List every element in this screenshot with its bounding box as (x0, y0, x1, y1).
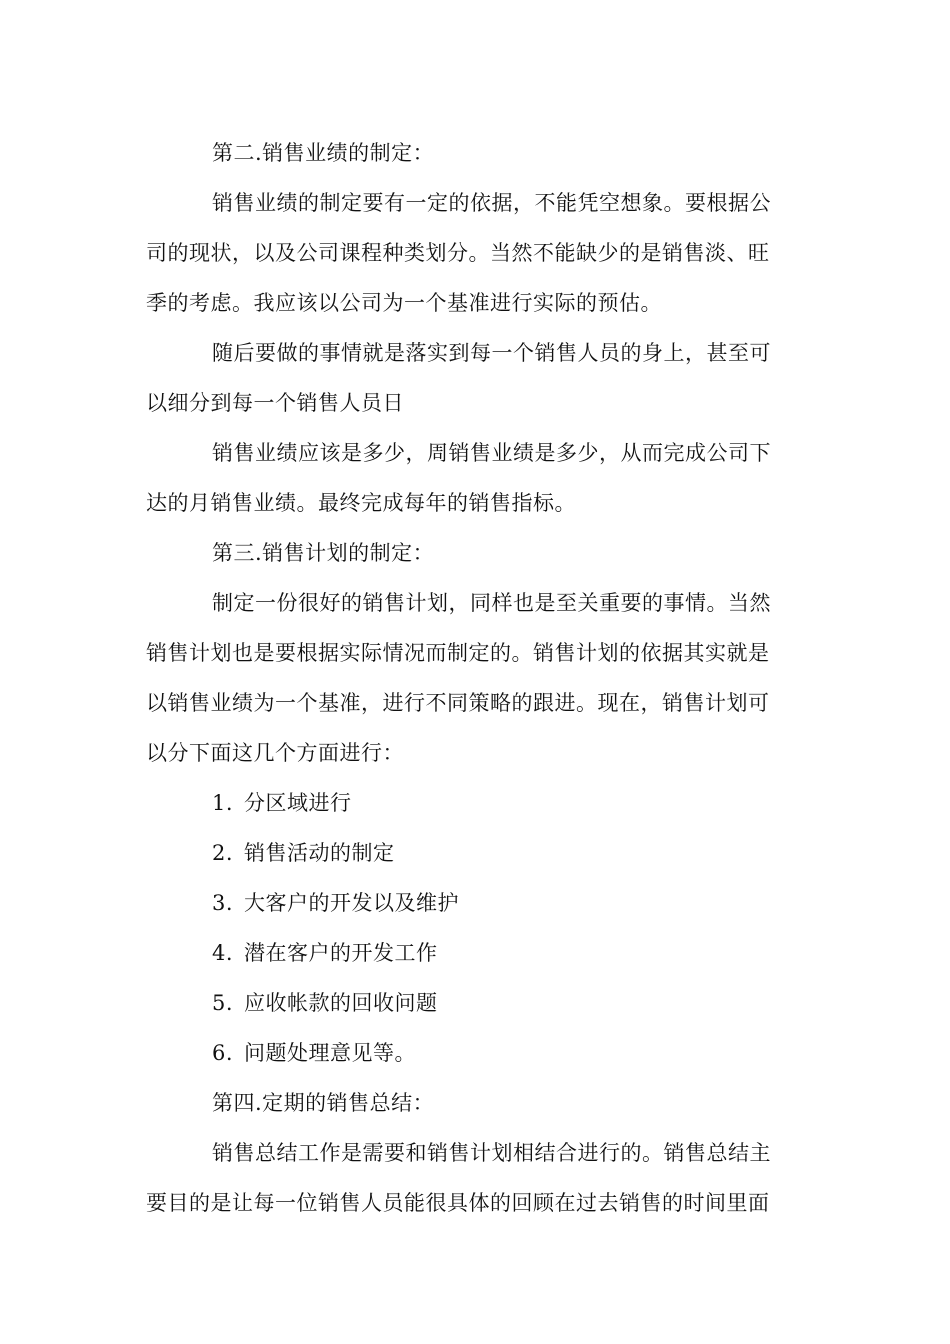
paragraph-line: 随后要做的事情就是落实到每一个销售人员的身上，甚至可 (212, 341, 771, 365)
list-text: 应收帐款的回收问题 (244, 991, 438, 1015)
paragraph-line: 达的月销售业绩。最终完成每年的销售指标。 (146, 491, 576, 515)
paragraph-line: 司的现状，以及公司课程种类划分。当然不能缺少的是销售淡、旺 (146, 241, 770, 265)
list-number: 4. (212, 941, 234, 965)
list-number: 1. (212, 791, 234, 815)
list-text: 问题处理意见等。 (244, 1041, 416, 1065)
list-item (146, 778, 806, 828)
list-number: 2. (212, 841, 234, 865)
list-text: 潜在客户的开发工作 (244, 941, 438, 965)
section-heading-3: 第三.销售计划的制定： (212, 541, 435, 565)
list-text: 大客户的开发以及维护 (244, 891, 459, 915)
paragraph-line: 以销售业绩为一个基准，进行不同策略的跟进。现在，销售计划可 (146, 691, 770, 715)
list-number: 5. (212, 991, 234, 1015)
paragraph-line: 销售总结工作是需要和销售计划相结合进行的。销售总结主 (212, 1141, 771, 1165)
paragraph-line: 制定一份很好的销售计划，同样也是至关重要的事情。当然 (212, 591, 771, 615)
paragraph-line: 销售业绩应该是多少，周销售业绩是多少，从而完成公司下 (212, 441, 771, 465)
section-heading-2: 第二.销售业绩的制定： (212, 141, 435, 165)
list-text: 销售活动的制定 (244, 841, 395, 865)
paragraph-line: 以分下面这几个方面进行： (146, 741, 404, 765)
paragraph-line: 销售计划也是要根据实际情况而制定的。销售计划的依据其实就是 (146, 641, 770, 665)
document-body (146, 128, 806, 1228)
paragraph-line: 要目的是让每一位销售人员能很具体的回顾在过去销售的时间里面 (146, 1191, 770, 1215)
list-item (146, 828, 806, 878)
list-text: 分区域进行 (244, 791, 352, 815)
list-number: 3. (212, 891, 234, 915)
section-heading-4: 第四.定期的销售总结： (212, 1091, 435, 1115)
paragraph-line: 季的考虑。我应该以公司为一个基准进行实际的预估。 (146, 291, 662, 315)
paragraph-line: 销售业绩的制定要有一定的依据，不能凭空想象。要根据公 (212, 191, 771, 215)
list-item (146, 878, 806, 928)
list-item (146, 928, 806, 978)
list-item (146, 978, 806, 1028)
paragraph-line: 以细分到每一个销售人员日 (146, 391, 404, 415)
list-number: 6. (212, 1041, 234, 1065)
list-item (146, 1028, 806, 1078)
